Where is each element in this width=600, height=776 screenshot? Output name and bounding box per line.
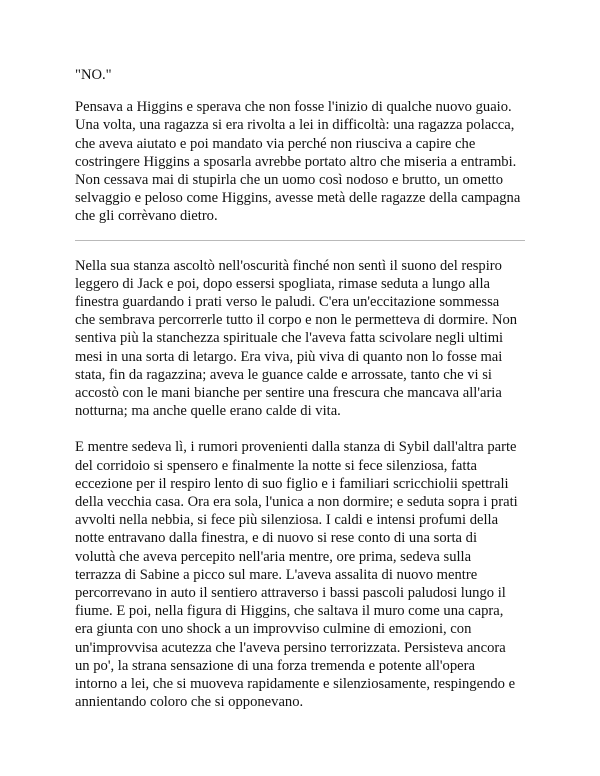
text-line: del corridoio si spensero e finalmente la notte si fece silenziosa, fatta xyxy=(75,457,477,474)
text-line: annientando coloro che si opponevano. xyxy=(75,694,304,711)
paragraph-2 xyxy=(75,257,537,421)
text-line: costringere Higgins a sposarla avrebbe portato altro che miseria a entrambi. xyxy=(75,153,517,170)
text-line: che gli corrèvano dietro. xyxy=(75,208,218,225)
paragraph-3 xyxy=(75,438,537,711)
text-line: E mentre sedeva lì, i rumori provenienti dalla stanza di Sybil dall'altra parte xyxy=(75,439,517,456)
text-line: intorno a lei, che si muoveva rapidamente e silenziosamente, respingendo e xyxy=(75,676,516,693)
text-line: stata, fin da ragazzina; aveva le guance calde e arrossate, tanto che vi si xyxy=(75,366,492,383)
text-line: terrazza di Sabine a picco sul mare. L'aveva assalita di nuovo mentre xyxy=(75,566,478,583)
text-line: "NO." xyxy=(75,67,112,83)
dialogue-line xyxy=(75,66,537,84)
text-line: che sembrava percorrerle tutto il corpo e non le permetteva di dormire. Non xyxy=(75,312,518,329)
text-line: sentiva più la stanchezza spirituale che l'aveva fatta scivolare negli ultimi xyxy=(75,330,504,347)
text-line: notte entravano dalla finestra, e di nuovo si rese conto di una sorta di xyxy=(75,530,478,547)
text-line: Non cessava mai di stupirla che un uomo così nodoso e brutto, un ometto xyxy=(75,172,504,189)
text-line: un'improvvisa acutezza che l'aveva persino terrorizzata. Persisteva ancora xyxy=(75,639,506,656)
text-line: finestra guardando i prati verso le paludi. C'era un'eccitazione sommessa xyxy=(75,294,500,311)
text-line: mesi in una sorta di letargo. Era viva, più viva di quanto non lo fosse mai xyxy=(75,348,503,365)
text-line: fiume. E poi, nella figura di Higgins, che saltava il muro come una capra, xyxy=(75,603,504,620)
text-line: selvaggio e peloso come Higgins, avesse metà delle ragazze della campagna xyxy=(75,190,521,207)
text-line: leggero di Jack e poi, dopo essersi spogliata, rimase seduta a lungo alla xyxy=(75,275,490,292)
text-line: eccezione per il respiro lento di suo figlio e i familiari scricchiolii spettrali xyxy=(75,475,509,492)
text-line: voluttà che aveva percepito nell'aria mentre, ore prima, sedeva sulla xyxy=(75,548,472,565)
text-line: della vecchia casa. Ora era sola, l'unica a non dormire; e seduta sopra i prati xyxy=(75,494,518,511)
text-line: percorrevano in auto il sentiero attraverso i bassi pascoli paludosi lungo il xyxy=(75,585,506,602)
text-line: un po', la strana sensazione di una forza tremenda e potente all'opera xyxy=(75,657,475,674)
text-line: Nella sua stanza ascoltò nell'oscurità finché non sentì il suono del respiro xyxy=(75,257,502,274)
section-divider xyxy=(75,240,525,241)
text-line: notturna; ma anche quelle erano calde di vita. xyxy=(75,403,341,420)
text-line: era giunta con uno shock a un improvviso culmine di emozioni, con xyxy=(75,621,472,638)
text-line: avvolti nella nebbia, si fece più silenziosa. I caldi e intensi profumi della xyxy=(75,512,499,529)
paragraph-1 xyxy=(75,98,537,225)
text-line: accostò con le mani bianche per sentire una frescura che mancava all'aria xyxy=(75,385,502,402)
text-line: Una volta, una ragazza si era rivolta a lei in difficoltà: una ragazza polacca, xyxy=(75,117,515,134)
text-line: che aveva aiutato e poi mandato via perché non riusciva a capire che xyxy=(75,135,476,152)
document-page xyxy=(75,66,537,712)
text-line: Pensava a Higgins e sperava che non fosse l'inizio di qualche nuovo guaio. xyxy=(75,99,512,116)
